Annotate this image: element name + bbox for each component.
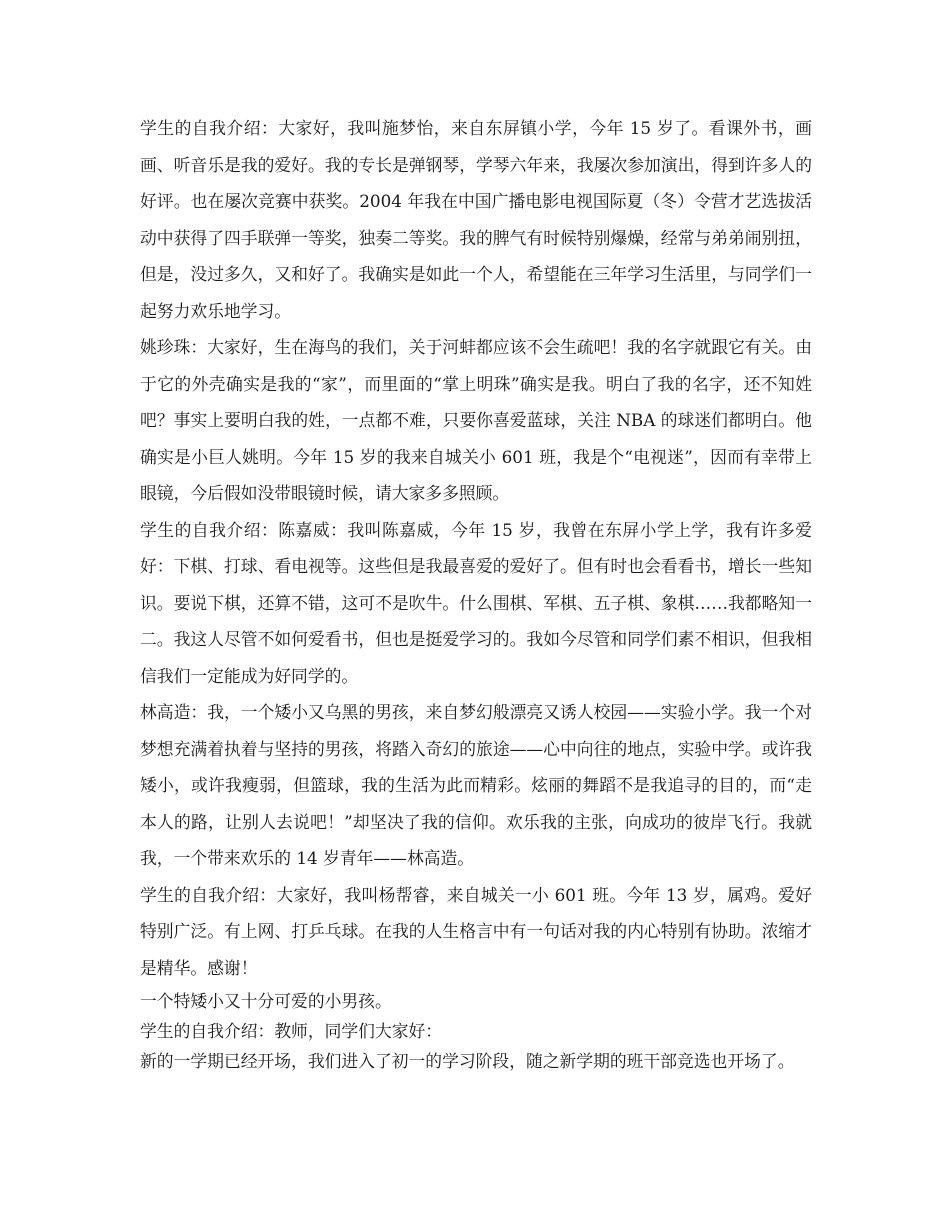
paragraph-chen-jiawei: 学生的自我介绍：陈嘉威：我叫陈嘉威，今年 15 岁，我曾在东屏小学上学，我有许多爱好：下棋、打球、看电视等。这些但是我最喜爱的爱好了。但有时也会看看书，增长一些知识。要说下棋，还算不错，这可不是吹牛。什么围棋、军棋、五子棋、象棋……我都略知一二。我这人尽管不如何爱看书，但也是挺爱学习的。我如今尽管和同学们素不相识，但我相信我们一定能成为好同学的。 — [140, 519, 812, 686]
paragraph-yang-bangrui: 学生的自我介绍：大家好，我叫杨帮睿，来自城关一小 601 班。今年 13 岁，属鸡。爱好特别广泛。有上网、打乒乓球。在我的人生格言中有一句话对我的内心特别有协助。浓缩才是精华。感谢！ — [140, 884, 812, 978]
paragraph-lin-gaozao: 林高造：我，一个矮小又乌黑的男孩，来自梦幻般漂亮又诱人校园——实验小学。我一个对梦想充满着执着与坚持的男孩，将踏入奇幻的旅途——心中向往的地点，实验中学。或许我矮小，或许我瘦弱，但篮球，我的生活为此而精彩。炫丽的舞蹈不是我追寻的目的，而“走本人的路，让别人去说吧！”却坚决了我的信仰。欢乐我的主张，向成功的彼岸飞行。我就我，一个带来欢乐的 14 岁青年——林高造。 — [140, 702, 812, 868]
document-body — [140, 110, 812, 1076]
paragraph-yao-zhenzhu: 姚珍珠：大家好，生在海鸟的我们，关于河蚌都应该不会生疏吧！我的名字就跟它有关。由于它的外壳确实是我的“家”，而里面的“掌上明珠”确实是我。明白了我的名字，还不知姓吧？事实上要明白我的姓，一点都不难，只要你喜爱蓝球，关注 NBA 的球迷们都明白。他确实是小巨人姚明。今年 15 岁的我来自城关小 601 班，我是个“电视迷”，因而有幸带上眼镜，今后假如没带眼镜时候，请大家多多照顾。 — [140, 337, 812, 503]
paragraph-new-semester: 新的一学期已经开场，我们进入了初一的学习阶段，随之新学期的班干部竞选也开场了。 — [140, 1051, 795, 1071]
paragraph-shi-mengyi: 学生的自我介绍：大家好，我叫施梦怡，来自东屏镇小学，今年 15 岁了。看课外书，画画、听音乐是我的爱好。我的专长是弹钢琴，学琴六年来，我屡次参加演出，得到许多人的好评。也在屡次竞赛中获奖。2004 年我在中国广播电影电视国际夏（冬）令营才艺选拔活动中获得了四手联弹一等奖，独奏二等奖。我的脾气有时候特别爆燥，经常与弟弟闹别扭，但是，没过多久，又和好了。我确实是如此一个人，希望能在三年学习生活里，与同学们一起努力欢乐地学习。 — [140, 118, 812, 321]
paragraph-greeting: 学生的自我介绍：教师，同学们大家好： — [140, 1021, 443, 1041]
paragraph-short-boy: 一个特矮小又十分可爱的小男孩。 — [140, 991, 392, 1011]
